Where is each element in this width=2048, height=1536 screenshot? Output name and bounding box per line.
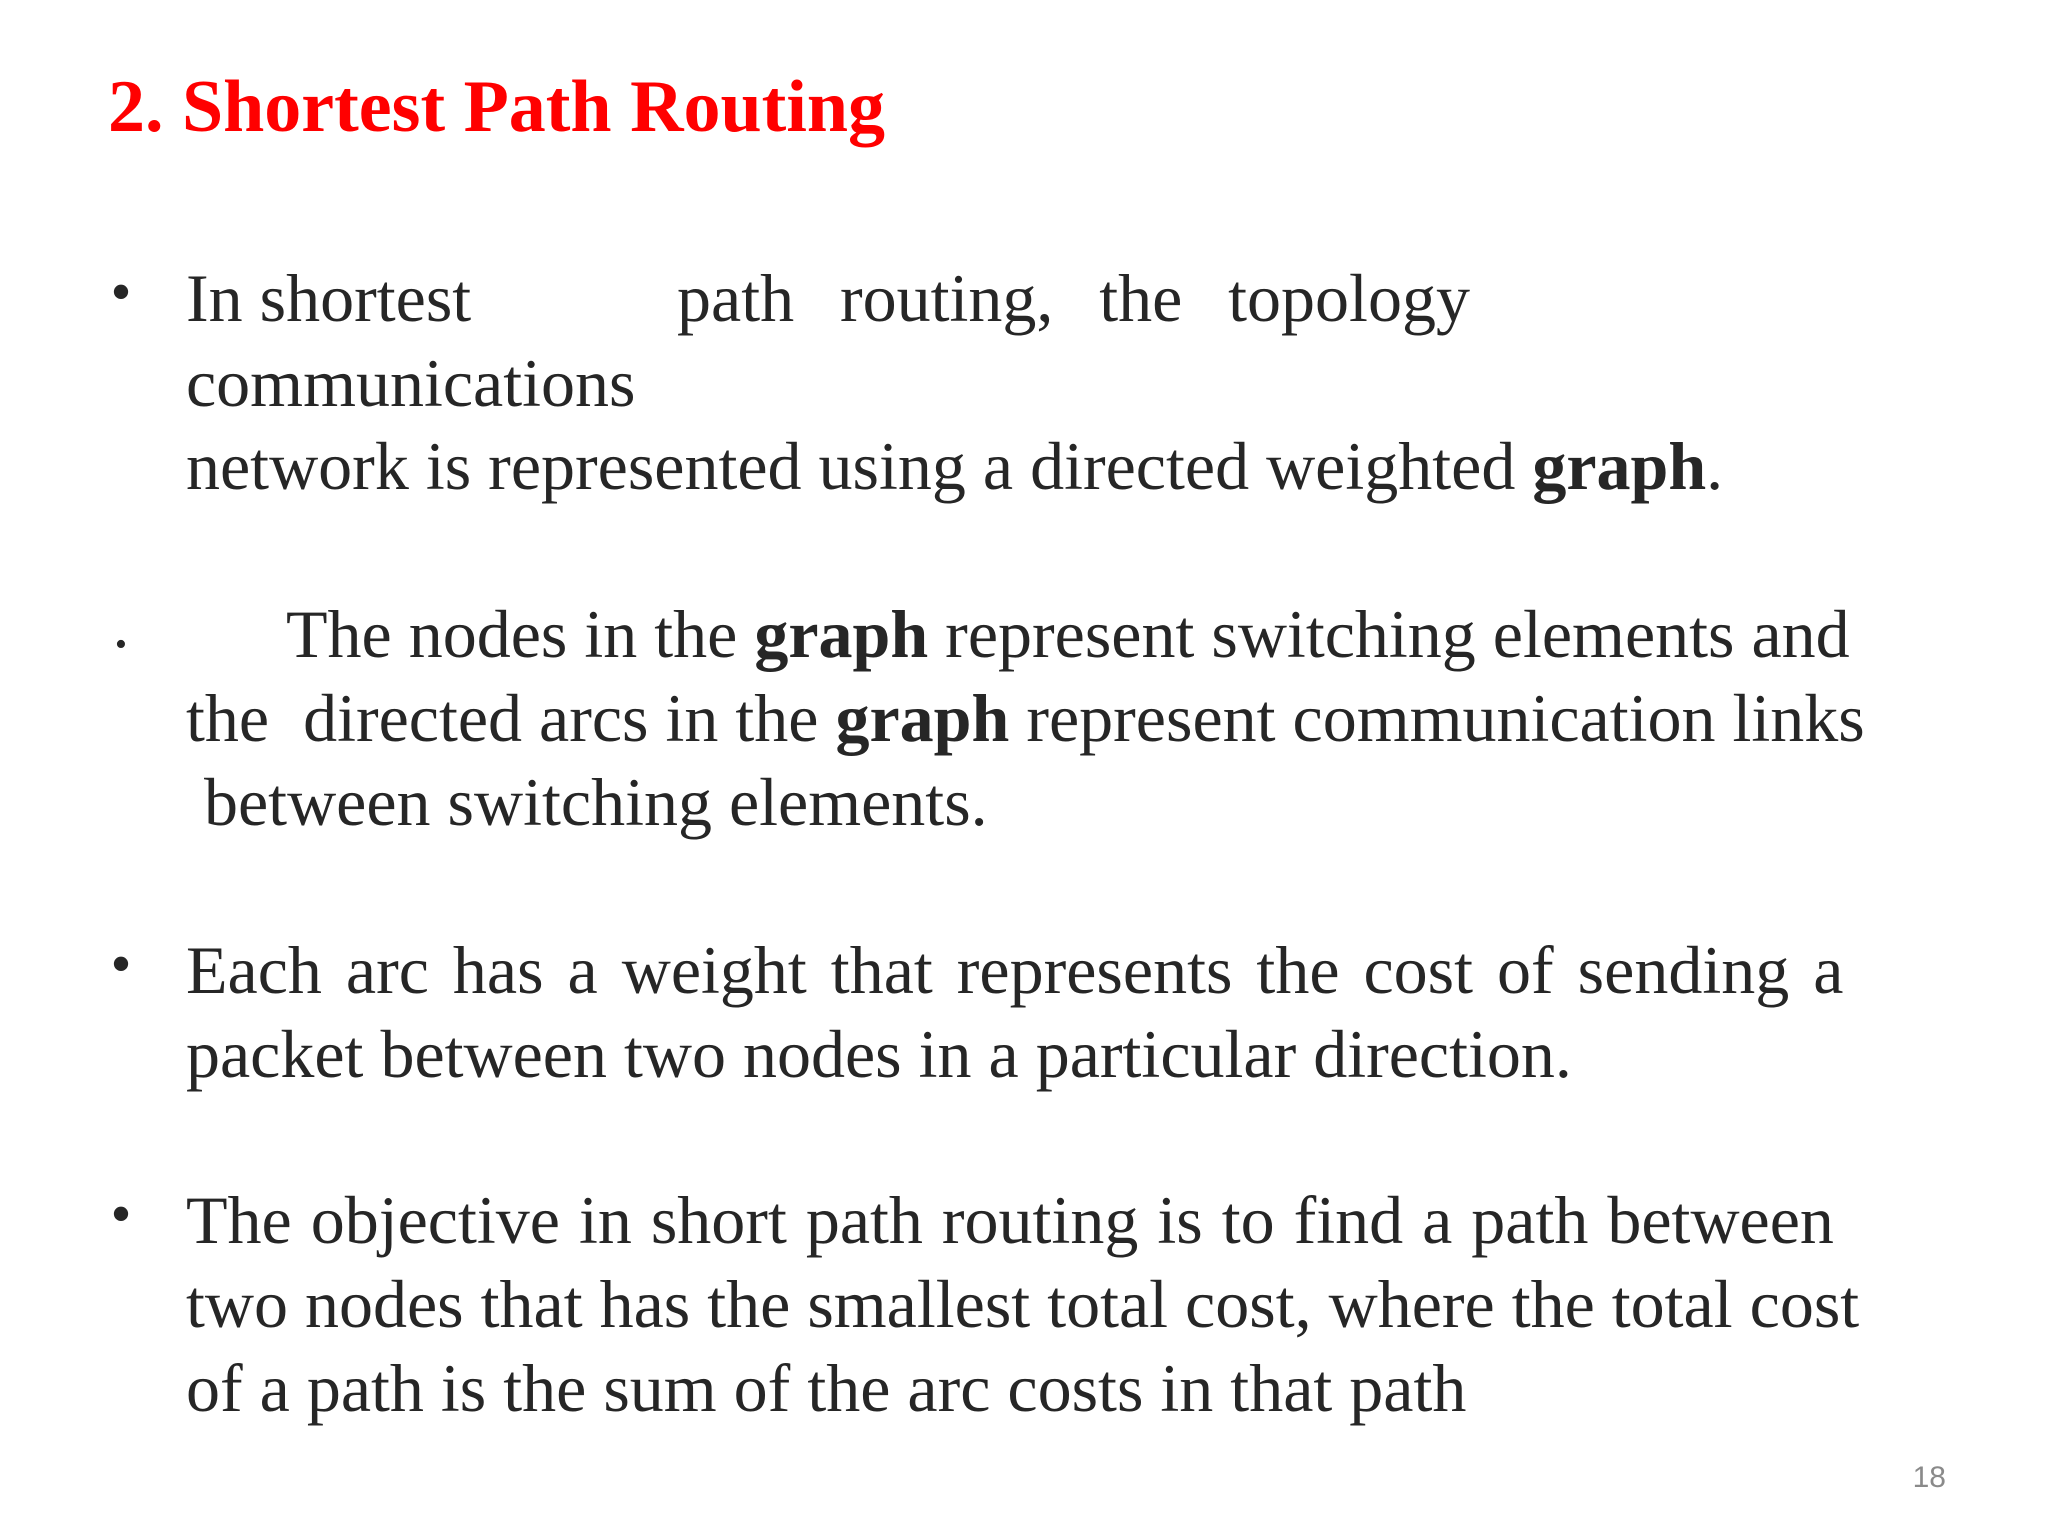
bullet-1-word: topology: [1228, 260, 1470, 336]
bullet-icon: •: [110, 931, 132, 997]
bullet-icon: •: [115, 626, 127, 663]
bold-term-graph: graph: [835, 680, 1010, 756]
bullet-4-line-1: The objective in short path routing is to find a path between: [186, 1182, 1834, 1258]
bullet-2-line-3: between switching elements.: [204, 764, 988, 840]
bullet-1-word: routing,: [839, 260, 1054, 336]
bullet-1-line-1: [186, 256, 1470, 340]
bullet-1-line-3-end: .: [1706, 428, 1724, 504]
bullet-2-line-1-text: The nodes in the: [286, 596, 755, 672]
bullet-2-line-2-end: represent communication links: [1009, 680, 1865, 756]
bullet-3-line-2: packet between two nodes in a particular direction.: [186, 1016, 1572, 1092]
bullet-2-line-2-text: the directed arcs in the: [186, 680, 836, 756]
bold-term-graph: graph: [1532, 428, 1707, 504]
bullet-2-line-1: [286, 592, 1850, 676]
bullet-2-line-2: [186, 676, 1865, 760]
bullet-4-line-2: two nodes that has the smallest total cost, where the total cost: [186, 1266, 1860, 1342]
page-number: 18: [1912, 1461, 1946, 1494]
bullet-1-line-3-text: network is represented using a directed weighted: [186, 428, 1533, 504]
bullet-icon: •: [110, 259, 132, 325]
bullet-icon: •: [110, 1181, 132, 1247]
bullet-3-line-1: Each arc has a weight that represents the cost of sending a: [186, 932, 1844, 1008]
bullet-1-line-2: communications: [186, 345, 636, 421]
bold-term-graph: graph: [754, 596, 929, 672]
slide-title: 2. Shortest Path Routing: [108, 66, 886, 148]
bullet-2-line-1-end: represent switching elements and: [928, 596, 1850, 672]
bullet-4-line-3: of a path is the sum of the arc costs in that path: [186, 1350, 1467, 1426]
bullet-1-word: the: [1099, 260, 1183, 336]
bullet-1-line-3: [186, 424, 1723, 508]
bullet-1-word: path: [677, 260, 795, 336]
bullet-1-word: In shortest: [186, 260, 472, 336]
